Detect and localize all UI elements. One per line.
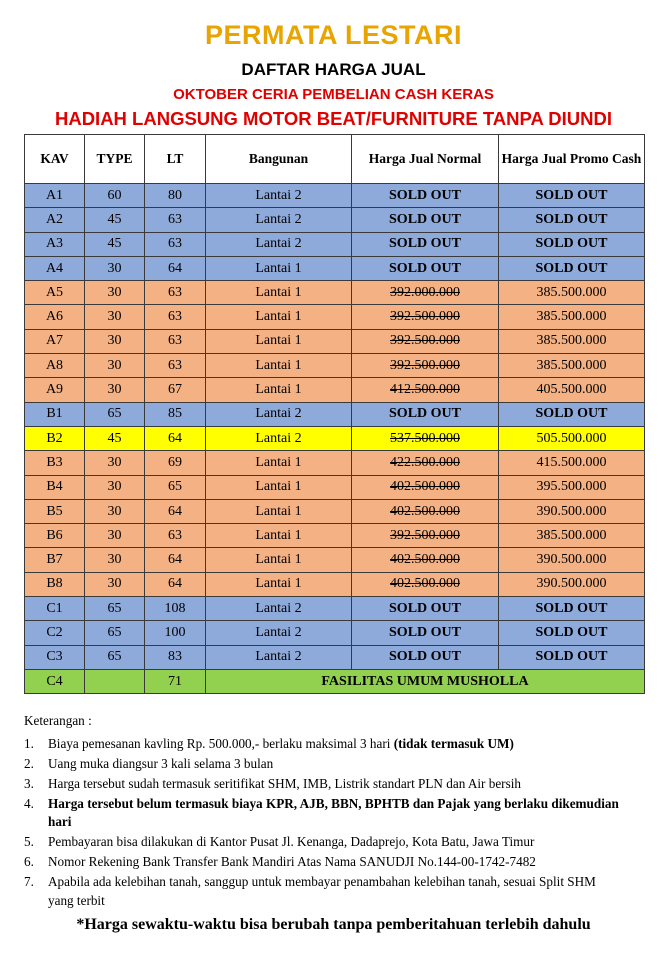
cell-harga-promo: 385.500.000 — [499, 354, 645, 378]
cell-harga-normal: 392.500.000 — [352, 524, 499, 548]
note-text-main: Harga tersebut belum termasuk biaya KPR, AJB, BBN, BPHTB dan Pajak yang berlaku dikemudian hari — [48, 795, 619, 829]
table-row — [25, 548, 645, 572]
header-kav: KAV — [25, 135, 85, 184]
note-text-main: Nomor Rekening Bank Transfer Bank Mandiri Atas Nama SANUDJI No.144-00-1742-7482 — [48, 854, 536, 869]
cell-bangunan: Lantai 2 — [206, 232, 352, 256]
table-row — [25, 499, 645, 523]
note-text-main: Harga tersebut sudah termasuk seritifikat SHM, IMB, Listrik standart PLN dan Air bersih — [48, 775, 521, 791]
cell-bangunan: Lantai 1 — [206, 256, 352, 280]
cell-harga-promo: SOLD OUT — [499, 256, 645, 280]
cell-type: 65 — [85, 402, 145, 426]
cell-harga-promo: SOLD OUT — [499, 402, 645, 426]
cell-lt: 63 — [145, 232, 206, 256]
cell-type: 45 — [85, 208, 145, 232]
cell-harga-normal: 422.500.000 — [352, 451, 499, 475]
cell-harga-normal: 412.500.000 — [352, 378, 499, 402]
cell-harga-normal: SOLD OUT — [352, 232, 499, 256]
table-row — [25, 475, 645, 499]
table-row — [25, 451, 645, 475]
cell-type: 65 — [85, 645, 145, 669]
note-number: 7. — [24, 874, 34, 889]
note-number: 5. — [24, 834, 34, 849]
cell-harga-promo: SOLD OUT — [499, 232, 645, 256]
cell-harga-normal: SOLD OUT — [352, 597, 499, 621]
cell-harga-promo: SOLD OUT — [499, 184, 645, 208]
cell-bangunan: Lantai 1 — [206, 305, 352, 329]
promo-line-2: HADIAH LANGSUNG MOTOR BEAT/FURNITURE TANPA DIUNDI — [54, 108, 613, 129]
note-text-bold: (tidak termasuk UM) — [393, 735, 514, 751]
cell-kav: A7 — [25, 329, 85, 353]
note-text — [48, 873, 624, 910]
cell-type: 30 — [85, 354, 145, 378]
cell-type: 30 — [85, 378, 145, 402]
table-row — [25, 524, 645, 548]
cell-lt: 63 — [145, 524, 206, 548]
note-text-main: Uang muka diangsur 3 kali selama 3 bulan — [48, 755, 274, 771]
cell-harga-promo: 390.500.000 — [499, 499, 645, 523]
header-harga-promo: Harga Jual Promo Cash — [499, 135, 645, 184]
cell-bangunan: Lantai 1 — [206, 499, 352, 523]
cell-lt: 71 — [145, 669, 206, 693]
header-type: TYPE — [85, 135, 145, 184]
cell-harga-promo: 385.500.000 — [499, 281, 645, 305]
cell-lt: 83 — [145, 645, 206, 669]
page-subtitle: DAFTAR HARGA JUAL — [241, 60, 426, 79]
table-row — [25, 669, 645, 693]
cell-lt: 63 — [145, 305, 206, 329]
cell-kav: B3 — [25, 451, 85, 475]
cell-kav: C3 — [25, 645, 85, 669]
header-lt: LT — [145, 135, 206, 184]
table-row — [25, 329, 645, 353]
cell-lt: 100 — [145, 621, 206, 645]
cell-harga-normal: 537.500.000 — [352, 426, 499, 450]
note-text — [48, 833, 624, 852]
cell-harga-promo: 505.500.000 — [499, 426, 645, 450]
cell-lt: 69 — [145, 451, 206, 475]
cell-bangunan: Lantai 1 — [206, 572, 352, 596]
note-item — [24, 853, 624, 872]
table-row — [25, 426, 645, 450]
cell-type: 30 — [85, 281, 145, 305]
cell-lt: 108 — [145, 597, 206, 621]
cell-lt: 64 — [145, 548, 206, 572]
notes-heading: Keterangan : — [24, 713, 92, 728]
cell-kav: C1 — [25, 597, 85, 621]
cell-harga-promo: SOLD OUT — [499, 597, 645, 621]
cell-type: 45 — [85, 232, 145, 256]
cell-kav: A3 — [25, 232, 85, 256]
table-row — [25, 354, 645, 378]
note-number: 1. — [24, 735, 34, 751]
note-item — [24, 755, 624, 774]
cell-kav: C2 — [25, 621, 85, 645]
footer-disclaimer: *Harga sewaktu-waktu bisa berubah tanpa pemberitahuan terlebih dahulu — [76, 916, 591, 933]
cell-kav: A8 — [25, 354, 85, 378]
table-row — [25, 402, 645, 426]
table-row — [25, 208, 645, 232]
table-row — [25, 621, 645, 645]
cell-lt: 64 — [145, 256, 206, 280]
table-row — [25, 305, 645, 329]
cell-bangunan: Lantai 2 — [206, 208, 352, 232]
cell-lt: 67 — [145, 378, 206, 402]
cell-lt: 63 — [145, 329, 206, 353]
cell-type: 30 — [85, 305, 145, 329]
cell-harga-normal: SOLD OUT — [352, 256, 499, 280]
cell-type: 30 — [85, 572, 145, 596]
table-row — [25, 184, 645, 208]
cell-bangunan: Lantai 2 — [206, 402, 352, 426]
cell-lt: 64 — [145, 499, 206, 523]
cell-harga-promo: 405.500.000 — [499, 378, 645, 402]
cell-harga-normal: 402.500.000 — [352, 572, 499, 596]
cell-type — [85, 669, 145, 693]
cell-harga-promo: 390.500.000 — [499, 548, 645, 572]
note-text-main: Apabila ada kelebihan tanah, sanggup untuk membayar penambahan kelebihan tanah, sesuai Split SHM yang terbit — [48, 874, 596, 908]
cell-lt: 85 — [145, 402, 206, 426]
cell-fasilitas-note: FASILITAS UMUM MUSHOLLA — [206, 669, 645, 693]
note-number: 2. — [24, 755, 34, 771]
cell-harga-promo: SOLD OUT — [499, 621, 645, 645]
cell-kav: A5 — [25, 281, 85, 305]
cell-bangunan: Lantai 2 — [206, 621, 352, 645]
cell-lt: 65 — [145, 475, 206, 499]
table-header-row — [25, 135, 645, 184]
cell-harga-promo: SOLD OUT — [499, 208, 645, 232]
notes-section — [24, 712, 624, 912]
note-text — [48, 755, 624, 774]
cell-type: 30 — [85, 329, 145, 353]
cell-harga-promo: 385.500.000 — [499, 524, 645, 548]
cell-bangunan: Lantai 1 — [206, 378, 352, 402]
cell-bangunan: Lantai 1 — [206, 451, 352, 475]
cell-harga-normal: 392.500.000 — [352, 305, 499, 329]
cell-bangunan: Lantai 1 — [206, 475, 352, 499]
cell-kav: A6 — [25, 305, 85, 329]
cell-harga-normal: 402.500.000 — [352, 548, 499, 572]
promo-line-1: OKTOBER CERIA PEMBELIAN CASH KERAS — [173, 86, 494, 103]
table-row — [25, 572, 645, 596]
note-number: 4. — [24, 795, 34, 811]
cell-kav: C4 — [25, 669, 85, 693]
cell-lt: 80 — [145, 184, 206, 208]
table-row — [25, 281, 645, 305]
cell-kav: A2 — [25, 208, 85, 232]
cell-harga-promo: 385.500.000 — [499, 305, 645, 329]
note-text-main: Biaya pemesanan kavling Rp. 500.000,- berlaku maksimal 3 hari — [48, 735, 394, 751]
note-item — [24, 795, 624, 832]
table-row — [25, 645, 645, 669]
table-row — [25, 378, 645, 402]
cell-type: 30 — [85, 451, 145, 475]
notes-list — [24, 735, 624, 911]
cell-kav: A1 — [25, 184, 85, 208]
cell-bangunan: Lantai 1 — [206, 281, 352, 305]
cell-harga-promo: 385.500.000 — [499, 329, 645, 353]
cell-kav: B2 — [25, 426, 85, 450]
cell-kav: A9 — [25, 378, 85, 402]
cell-kav: B6 — [25, 524, 85, 548]
cell-harga-normal: 392.000.000 — [352, 281, 499, 305]
page-title: PERMATA LESTARI — [205, 20, 462, 50]
cell-bangunan: Lantai 1 — [206, 524, 352, 548]
table-row — [25, 597, 645, 621]
cell-harga-normal: SOLD OUT — [352, 645, 499, 669]
cell-type: 30 — [85, 475, 145, 499]
cell-bangunan: Lantai 1 — [206, 548, 352, 572]
note-item — [24, 833, 624, 852]
note-text — [48, 795, 624, 832]
cell-harga-normal: 402.500.000 — [352, 499, 499, 523]
note-number: 6. — [24, 854, 34, 869]
cell-bangunan: Lantai 2 — [206, 597, 352, 621]
cell-bangunan: Lantai 1 — [206, 329, 352, 353]
cell-type: 30 — [85, 548, 145, 572]
cell-harga-normal: SOLD OUT — [352, 402, 499, 426]
table-body — [25, 184, 645, 694]
cell-kav: B7 — [25, 548, 85, 572]
cell-lt: 64 — [145, 426, 206, 450]
header-harga-normal: Harga Jual Normal — [352, 135, 499, 184]
cell-type: 60 — [85, 184, 145, 208]
note-item — [24, 735, 624, 754]
cell-type: 30 — [85, 499, 145, 523]
cell-harga-normal: 402.500.000 — [352, 475, 499, 499]
cell-lt: 63 — [145, 281, 206, 305]
cell-harga-normal: SOLD OUT — [352, 208, 499, 232]
note-text — [48, 853, 624, 872]
cell-kav: B5 — [25, 499, 85, 523]
table-row — [25, 232, 645, 256]
cell-type: 30 — [85, 524, 145, 548]
cell-lt: 64 — [145, 572, 206, 596]
cell-harga-normal: SOLD OUT — [352, 621, 499, 645]
price-table — [24, 134, 645, 694]
cell-harga-normal: SOLD OUT — [352, 184, 499, 208]
cell-harga-promo: 415.500.000 — [499, 451, 645, 475]
cell-harga-promo: 390.500.000 — [499, 572, 645, 596]
cell-bangunan: Lantai 2 — [206, 426, 352, 450]
cell-type: 45 — [85, 426, 145, 450]
note-item — [24, 873, 624, 910]
note-text-main: Pembayaran bisa dilakukan di Kantor Pusat Jl. Kenanga, Dadaprejo, Kota Batu, Jawa Timur — [48, 834, 535, 849]
cell-kav: B1 — [25, 402, 85, 426]
cell-lt: 63 — [145, 354, 206, 378]
cell-harga-promo: SOLD OUT — [499, 645, 645, 669]
cell-bangunan: Lantai 2 — [206, 645, 352, 669]
cell-harga-normal: 392.500.000 — [352, 329, 499, 353]
note-item — [24, 775, 624, 794]
cell-type: 65 — [85, 597, 145, 621]
cell-bangunan: Lantai 2 — [206, 184, 352, 208]
cell-harga-normal: 392.500.000 — [352, 354, 499, 378]
note-text — [48, 735, 624, 754]
header-bangunan: Bangunan — [206, 135, 352, 184]
cell-kav: B4 — [25, 475, 85, 499]
cell-kav: A4 — [25, 256, 85, 280]
cell-harga-promo: 395.500.000 — [499, 475, 645, 499]
cell-type: 65 — [85, 621, 145, 645]
cell-lt: 63 — [145, 208, 206, 232]
cell-bangunan: Lantai 1 — [206, 354, 352, 378]
cell-type: 30 — [85, 256, 145, 280]
note-text — [48, 775, 624, 794]
table-row — [25, 256, 645, 280]
cell-kav: B8 — [25, 572, 85, 596]
note-number: 3. — [24, 775, 34, 791]
